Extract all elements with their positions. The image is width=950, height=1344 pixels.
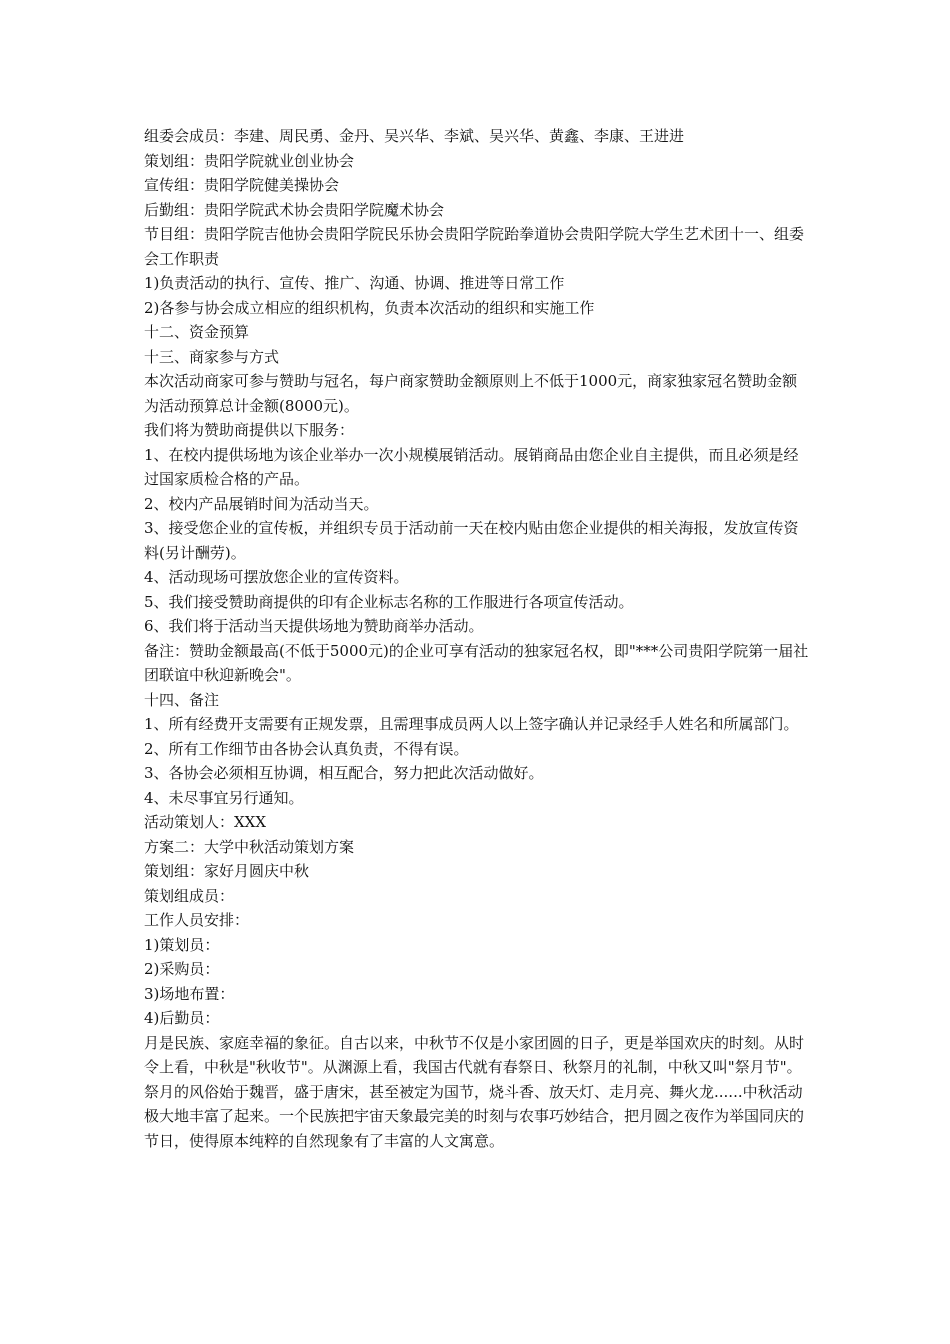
committee-members-line: 组委会成员：李建、周民勇、金丹、吴兴华、李斌、吴兴华、黄鑫、李康、王进进	[144, 127, 685, 145]
section-heading-budget: 十二、资金预算	[144, 323, 250, 341]
sponsorship-note: 备注：赞助金额最高(不低于5000元)的企业可享有活动的独家冠名权，即"***公司贵阳学院第一届社团联谊中秋迎新晚会"。	[144, 641, 809, 684]
service-item-4: 4、活动现场可摆放您企业的宣传资料。	[144, 568, 409, 586]
service-item-3: 3、接受您企业的宣传板，并组织专员于活动前一天在校内贴由您企业提供的相关海报，发放宣传资料(另计酬劳)。	[144, 519, 799, 562]
logistics-group-line: 后勤组：贵阳学院武术协会贵阳学院魔术协会	[144, 200, 445, 219]
note-item-4: 4、未尽事宜另行通知。	[144, 788, 304, 807]
staff-arrangement-heading: 工作人员安排：	[144, 911, 250, 929]
service-item-6: 6、我们将于活动当天提供场地为赞助商举办活动。	[144, 617, 484, 635]
staff-item-logistics: 4)后勤员：	[144, 1009, 220, 1027]
planning-group-line: 策划组：贵阳学院就业创业协会	[144, 151, 355, 170]
service-item-5: 5、我们接受赞助商提供的印有企业标志名称的工作服进行各项宣传活动。	[144, 592, 634, 611]
duty-item-2: 2)各参与协会成立相应的组织机构，负责本次活动的组织和实施工作	[144, 298, 595, 317]
staff-item-purchaser: 2)采购员：	[144, 960, 220, 978]
service-item-2: 2、校内产品展销时间为活动当天。	[144, 494, 379, 513]
mid-autumn-paragraph: 月是民族、家庭幸福的象征。自古以来，中秋节不仅是小家团圆的日子，更是举国欢庆的时刻。从时令上看，中秋是"秋收节"。从渊源上看，我国古代就有春祭日、秋祭月的礼制，中秋又叫"祭月节"。祭月的风俗始于魏晋，盛于唐宋，甚至被定为国节，烧斗香、放天灯、走月亮、舞火龙......中秋活动极大地丰富了起来。一个民族把宇宙天象最完美的时刻与农事巧妙结合，把月圆之夜作为举国同庆的节日，使得原本纯粹的自然现象有了丰富的人文寓意。	[144, 1033, 805, 1150]
staff-item-planner: 1)策划员：	[144, 935, 220, 954]
section-heading-merchants: 十三、商家参与方式	[144, 347, 280, 366]
publicity-group-line: 宣传组：贵阳学院健美操协会	[144, 176, 340, 194]
staff-item-venue: 3)场地布置：	[144, 984, 235, 1003]
service-item-1: 1、在校内提供场地为该企业举办一次小规模展销活动。展销商品由您企业自主提供，而且必须是经过国家质检合格的产品。	[144, 445, 799, 488]
plan-two-group: 策划组：家好月圆庆中秋	[144, 862, 310, 880]
plan-two-title: 方案二：大学中秋活动策划方案	[144, 837, 355, 856]
section-heading-notes: 十四、备注	[144, 690, 220, 709]
sponsorship-paragraph: 本次活动商家可参与赞助与冠名，每户商家赞助金额原则上不低于1000元，商家独家冠名赞助金额为活动预算总计金额(8000元)。	[144, 372, 798, 415]
note-item-2: 2、所有工作细节由各协会认真负责，不得有误。	[144, 739, 469, 758]
document-body	[144, 124, 810, 1153]
services-intro: 我们将为赞助商提供以下服务：	[144, 421, 355, 439]
program-group-line: 节目组：贵阳学院吉他协会贵阳学院民乐协会贵阳学院跆拳道协会贵阳学院大学生艺术团十一、组委会工作职责	[144, 225, 805, 268]
note-item-3: 3、各协会必须相互协调，相互配合，努力把此次活动做好。	[144, 764, 544, 782]
duty-item-1: 1)负责活动的执行、宣传、推广、沟通、协调、推进等日常工作	[144, 274, 565, 292]
note-item-1: 1、所有经费开支需要有正规发票，且需理事成员两人以上签字确认并记录经手人姓名和所属部门。	[144, 715, 799, 733]
plan-two-members: 策划组成员：	[144, 886, 235, 905]
planner-line: 活动策划人：XXX	[144, 813, 267, 831]
